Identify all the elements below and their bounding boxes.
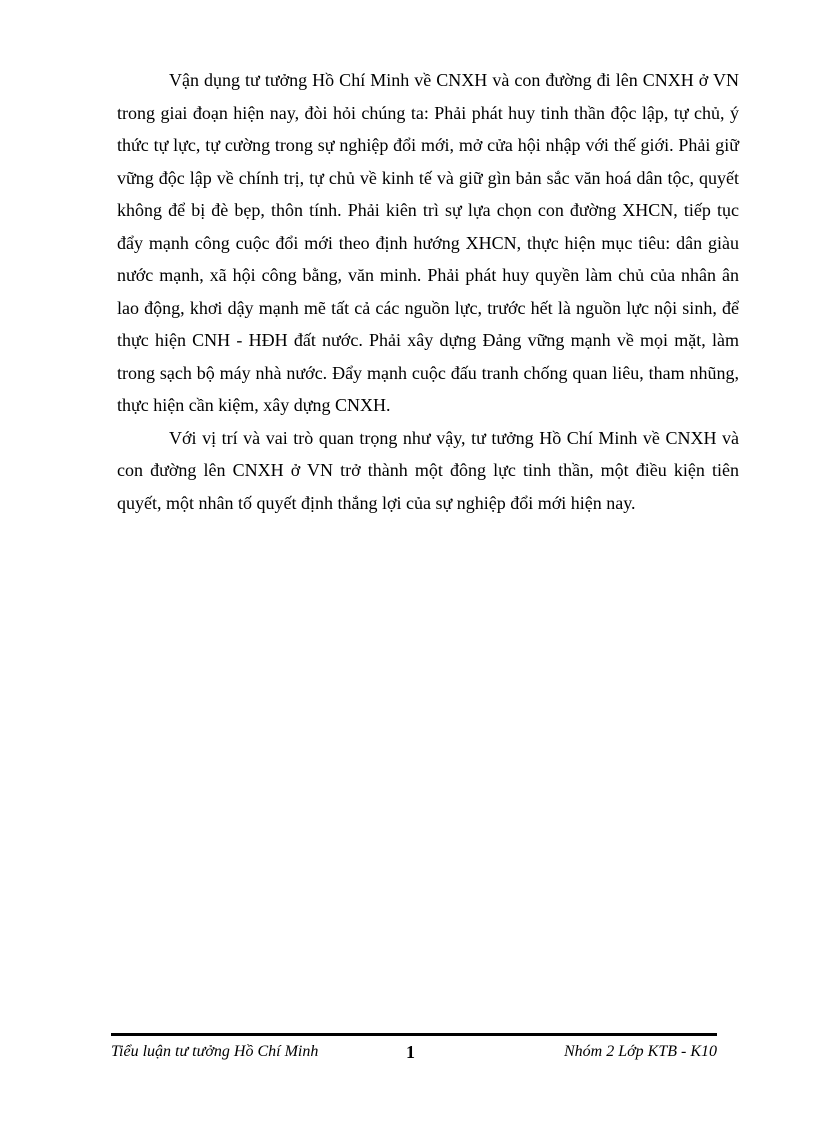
document-body bbox=[117, 64, 739, 519]
footer-title: Tiểu luận tư tưởng Hồ Chí Minh bbox=[111, 1043, 319, 1060]
page-footer bbox=[111, 1033, 717, 1066]
paragraph-2: Với vị trí và vai trò quan trọng như vậy, tư tưởng Hồ Chí Minh về CNXH và con đường lên CNXH ở VN trở thành một đông lực tinh thần, một điều kiện tiên quyết, một nhân tố quyết định thắng lợi của sự nghiệp đổi mới hiện nay. bbox=[117, 427, 739, 513]
paragraph-1: Vận dụng tư tưởng Hồ Chí Minh về CNXH và con đường đi lên CNXH ở VN trong giai đoạn hiện nay, đòi hỏi chúng ta: Phải phát huy tinh thần độc lập, tự chủ, ý thức tự lực, tự cường trong sự nghiệp đổi mới, mở cửa hội nhập với thế giới. Phải giữ vững độc lập về chính trị, tự chủ về kinh tế và giữ gìn bản sắc văn hoá dân tộc, quyết không để bị đè bẹp, thôn tính. Phải kiên trì sự lựa chọn con đường XHCN, tiếp tục đẩy mạnh công cuộc đổi mới theo định hướng XHCN, thực hiện mục tiêu: dân giàu nước mạnh, xã hội công bằng, văn minh. Phải phát huy quyền làm chủ của nhân ân lao động, khơi dậy mạnh mẽ tất cả các nguồn lực, trước hết là nguồn lực nội sinh, để thực hiện CNH - HĐH đất nước. Phải xây dựng Đảng vững mạnh về mọi mặt, làm trong sạch bộ máy nhà nước. Đẩy mạnh cuộc đấu tranh chống quan liêu, tham nhũng, thực hiện cần kiệm, xây dựng CNXH. bbox=[117, 70, 739, 415]
page-number: 1 bbox=[406, 1042, 415, 1062]
footer-group-class: Nhóm 2 Lớp KTB - K10 bbox=[563, 1043, 717, 1060]
